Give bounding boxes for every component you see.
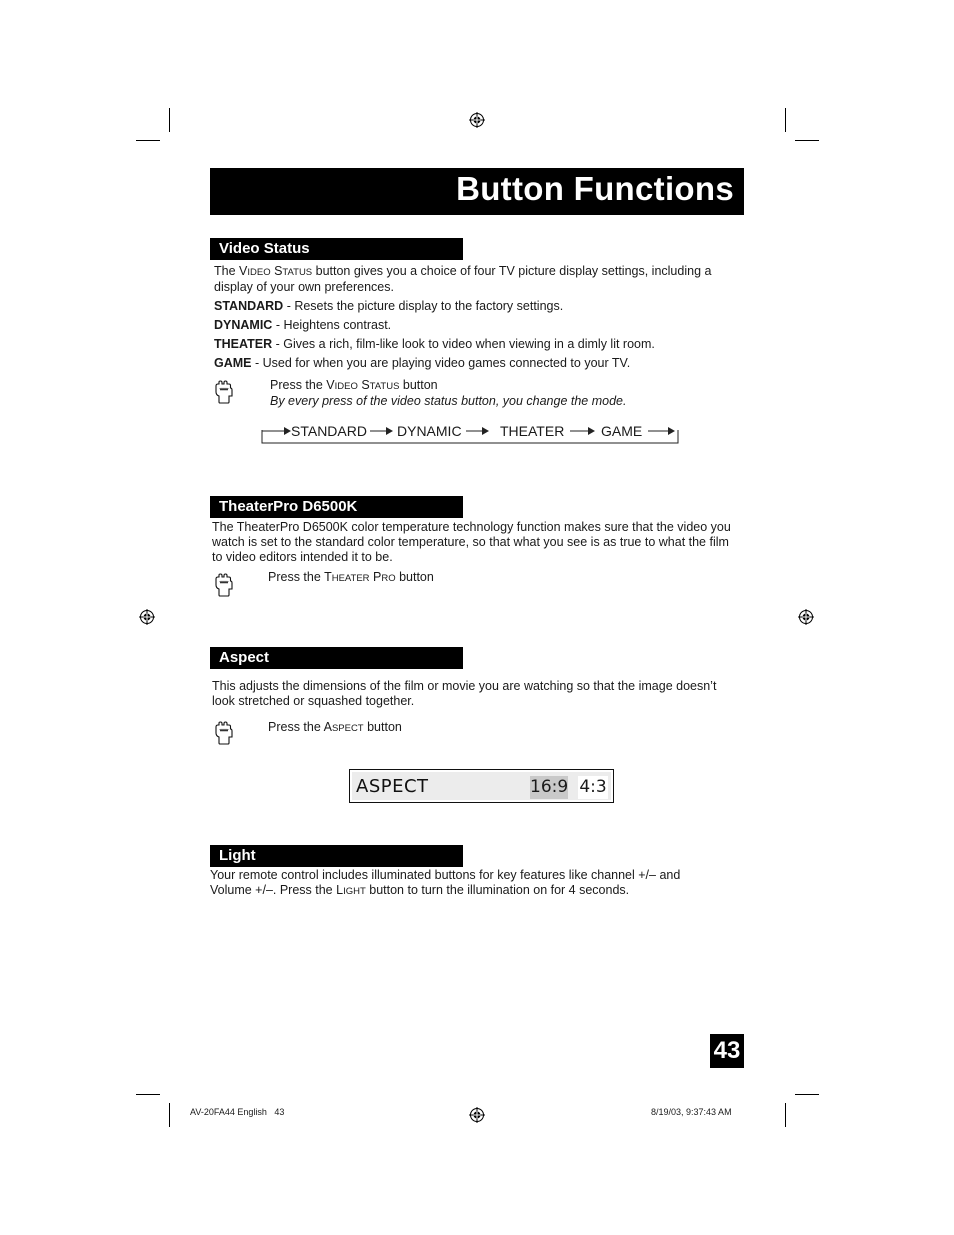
page-number: 43 <box>710 1034 744 1068</box>
flow-step-standard: STANDARD <box>291 423 367 439</box>
light-body <box>210 868 744 899</box>
press-text: button <box>395 570 434 584</box>
press-text: V <box>326 378 335 392</box>
footer-right: 8/19/03, 9:37:43 AM <box>651 1107 732 1117</box>
crop-mark <box>795 140 819 141</box>
press-text: Press the <box>270 378 327 392</box>
pointing-hand-icon <box>213 573 235 597</box>
registration-mark-icon <box>469 1107 485 1123</box>
press-text: RO <box>381 573 396 584</box>
section-header-light <box>210 845 463 867</box>
body-text: Your remote control includes illuminated buttons for key features like channel +/– and <box>210 868 681 882</box>
theaterpro-body <box>212 520 746 565</box>
flow-step-game: GAME <box>601 423 643 439</box>
section-heading: TheaterPro D6500K <box>219 498 358 515</box>
intro-text: S <box>270 264 283 278</box>
section-heading: Video Status <box>219 240 310 257</box>
body-text: watch is set to the standard color temperature, so that what you see is as true to what the film <box>212 535 729 549</box>
intro-text: button gives you a choice of four TV picture display settings, including a <box>312 264 712 278</box>
pointing-hand-icon <box>213 721 235 745</box>
aspect-option-selected: 16:9 <box>530 777 569 797</box>
flow-step-dynamic: DYNAMIC <box>397 423 462 439</box>
intro-text: V <box>239 264 248 278</box>
video-status-press-instruction <box>270 378 626 409</box>
mode-dynamic <box>214 318 391 333</box>
crop-mark <box>136 140 160 141</box>
body-text: The TheaterPro D6500K color temperature technology function makes sure that the video you <box>212 520 731 534</box>
crop-mark <box>785 1103 786 1127</box>
aspect-osd-inner <box>352 772 611 800</box>
flow-step-theater: THEATER <box>500 423 565 439</box>
body-text: This adjusts the dimensions of the film or movie you are watching so that the image doesn’t <box>212 679 717 693</box>
theaterpro-press-instruction <box>268 570 434 586</box>
mode-game <box>214 356 630 371</box>
mode-description: - Heightens contrast. <box>272 318 392 332</box>
press-text: TATUS <box>369 381 400 392</box>
press-text: button <box>399 378 438 392</box>
mode-theater <box>214 337 655 352</box>
aspect-body <box>212 679 746 709</box>
crop-mark <box>169 1103 170 1127</box>
footer-left: AV-20FA44 English 43 <box>190 1107 285 1117</box>
intro-text: display of your own preferences. <box>214 280 394 294</box>
press-text: S <box>357 378 370 392</box>
press-text: button <box>363 720 402 734</box>
section-header-video-status <box>210 238 463 260</box>
section-heading: Light <box>219 847 256 864</box>
press-text: Press the <box>268 720 324 734</box>
section-header-aspect <box>210 647 463 669</box>
aspect-press-instruction <box>268 720 402 736</box>
body-text: look stretched or squashed together. <box>212 694 415 708</box>
crop-mark <box>136 1094 160 1095</box>
mode-name: DYNAMIC <box>214 318 273 332</box>
body-text: L <box>336 883 344 897</box>
press-text: HEATER <box>331 573 370 584</box>
press-text: T <box>324 570 332 584</box>
page-title-bar <box>210 168 744 215</box>
registration-mark-icon <box>469 112 485 128</box>
page-title: Button Functions <box>456 170 734 207</box>
mode-name: STANDARD <box>214 299 284 313</box>
mode-name: THEATER <box>214 337 273 351</box>
intro-text: TATUS <box>282 267 313 278</box>
mode-standard <box>214 299 563 314</box>
press-text: Press the <box>268 570 325 584</box>
body-text: to video editors intended it to be. <box>212 550 393 564</box>
intro-text: IDEO <box>247 267 271 278</box>
aspect-option: 4:3 <box>579 777 607 797</box>
body-text: IGHT <box>343 886 366 897</box>
aspect-osd-display <box>349 769 614 803</box>
mode-description: - Gives a rich, film-like look to video when viewing in a dimly lit room. <box>272 337 655 351</box>
press-text: SPECT <box>331 723 364 734</box>
press-text: P <box>369 570 382 584</box>
registration-mark-icon <box>798 609 814 625</box>
crop-mark <box>169 108 170 132</box>
video-status-intro <box>214 264 744 295</box>
press-note: By every press of the video status button, you change the mode. <box>270 394 627 408</box>
body-text: button to turn the illumination on for 4 seconds. <box>365 883 630 897</box>
body-text: Volume +/–. Press the <box>210 883 337 897</box>
crop-mark <box>795 1094 819 1095</box>
intro-text: The <box>214 264 240 278</box>
press-text: IDEO <box>334 381 358 392</box>
section-heading: Aspect <box>219 649 270 666</box>
crop-mark <box>785 108 786 132</box>
mode-name: GAME <box>214 356 252 370</box>
mode-description: - Used for when you are playing video games connected to your TV. <box>251 356 631 370</box>
section-header-theaterpro <box>210 496 463 518</box>
pointing-hand-icon <box>213 380 235 404</box>
mode-description: - Resets the picture display to the factory settings. <box>283 299 564 313</box>
registration-mark-icon <box>139 609 155 625</box>
aspect-osd-label: ASPECT <box>356 776 429 797</box>
press-text: A <box>323 720 332 734</box>
